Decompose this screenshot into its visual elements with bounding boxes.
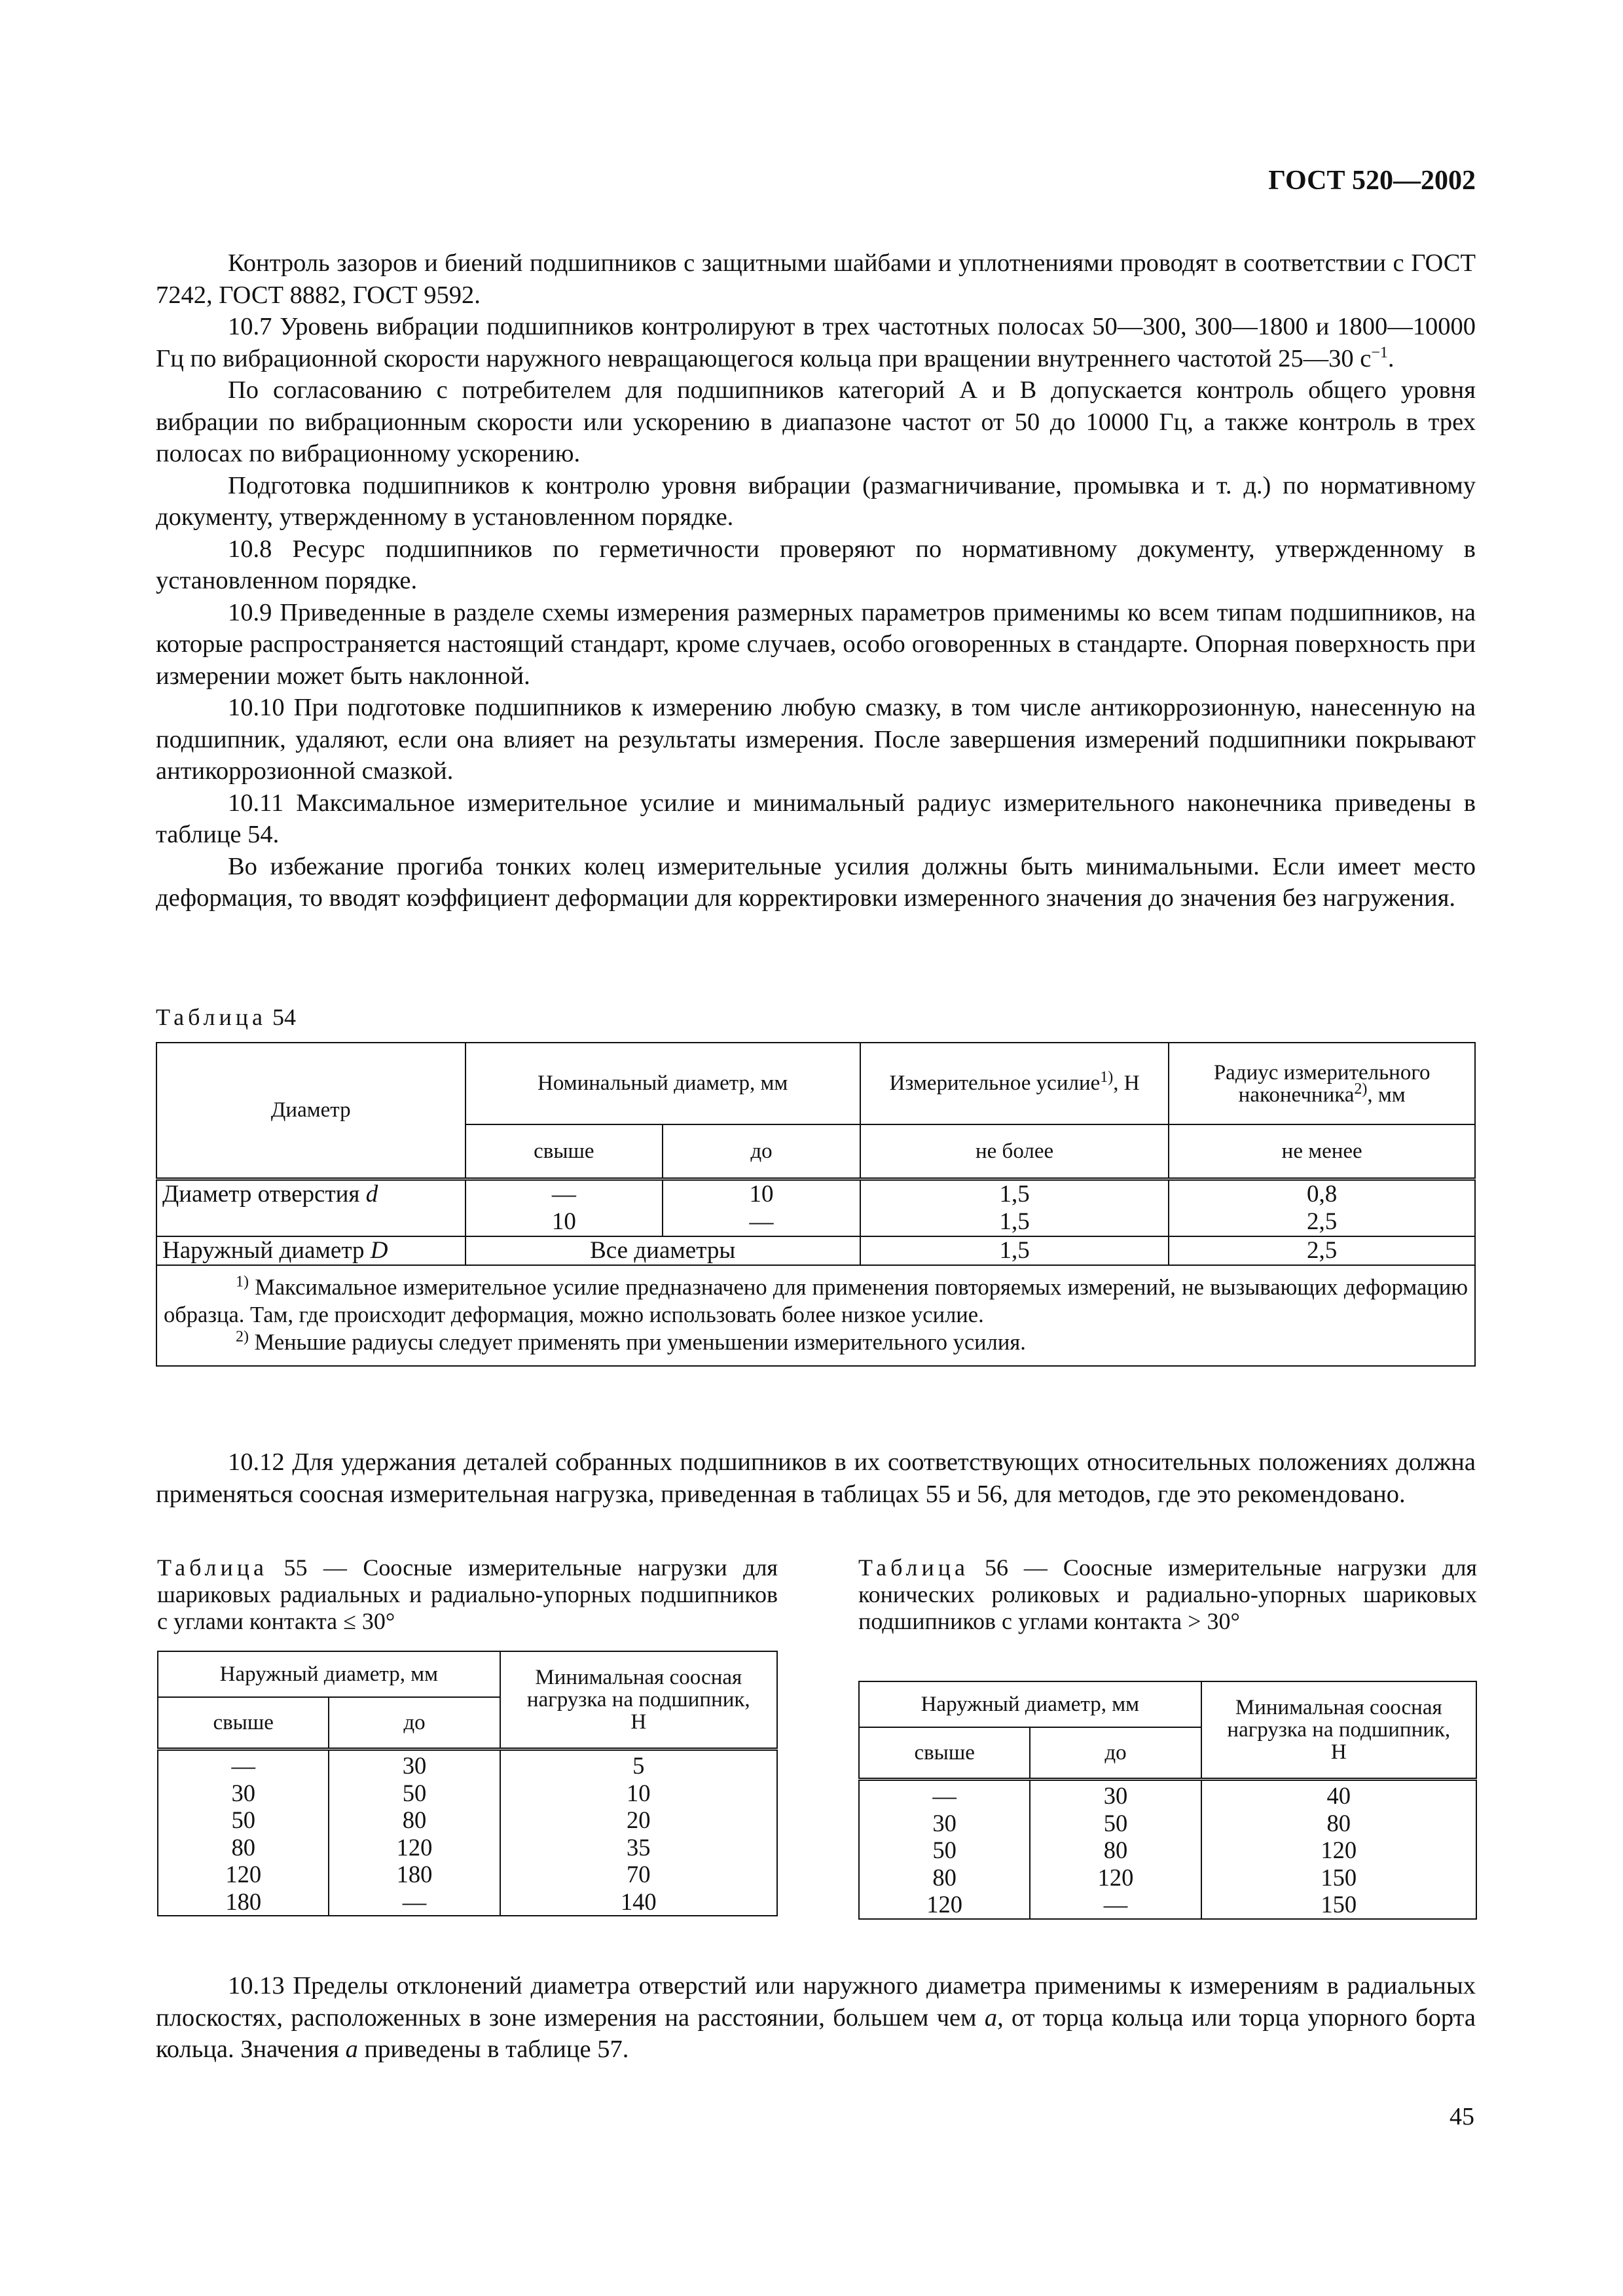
subheader-over: свыше xyxy=(158,1697,329,1749)
paragraph: Контроль зазоров и биений подшипников с защитными шайбами и уплотнениями проводят в соответствии с ГОСТ 7242, ГОСТ 8882, ГОСТ 9592. xyxy=(156,249,1476,309)
cell: — 10 xyxy=(465,1179,663,1237)
subheader-max: не более xyxy=(860,1124,1169,1179)
subheader-to: до xyxy=(1030,1727,1201,1780)
table-54-notes xyxy=(156,1265,1475,1366)
column-to: 30 50 80 120 180 — xyxy=(329,1749,500,1916)
table-55 xyxy=(157,1651,778,1916)
column-to: 30 50 80 120 — xyxy=(1030,1780,1201,1919)
table-54 xyxy=(156,1042,1476,1367)
header-outer-diameter: Наружный диаметр, мм xyxy=(859,1681,1201,1727)
paragraph-10-13: 10.13 Пределы отклонений диаметра отверстий или наружного диаметра применимы к измерениям в радиальных плоскостях, расположенных в зоне измерения на расстоянии, большем чем a, от торца кольца или торца упорного борта кольца. Значения a приведены в таблице 57. xyxy=(156,1972,1476,2063)
table-row xyxy=(158,1749,777,1916)
standard-title: ГОСТ 520—2002 xyxy=(1268,166,1476,196)
page-number: 45 xyxy=(1450,2103,1474,2130)
cell: Все диаметры xyxy=(465,1236,860,1265)
subheader-over: свыше xyxy=(859,1727,1030,1780)
row-bore-label: Диаметр отверстия d xyxy=(156,1179,465,1237)
row-outer-label: Наружный диаметр D xyxy=(156,1236,465,1265)
table-55-caption: Таблица 55 — Соосные измерительные нагрузки для шариковых радиальных и радиально-упорных подшипников с углами контакта ≤ 30° xyxy=(157,1554,778,1634)
table-56-caption: Таблица 56 — Соосные измерительные нагрузки для конических роликовых и радиально-упорных шариковых подшипников с углами контакта > 30° xyxy=(858,1554,1477,1634)
paragraph-10-8: 10.8 Ресурс подшипников по герметичности проверяют по нормативному документу, утвержденному в установленном порядке. xyxy=(156,535,1476,594)
header-outer-diameter: Наружный диаметр, мм xyxy=(158,1651,500,1697)
cell: 10 — xyxy=(663,1179,860,1237)
subheader-over: свыше xyxy=(465,1124,663,1179)
table-row xyxy=(156,1236,1475,1265)
paragraph-10-7: 10.7 Уровень вибрации подшипников контролируют в трех частотных полосах 50—300, 300—1800 и 1800—10000 Гц по вибрационной скорости наружного невращающегося кольца при вращении внутреннего частотой 25—30 $с^{-1}$. xyxy=(156,313,1476,372)
paragraph-10-12: 10.12 Для удержания деталей собранных подшипников в их соответствующих относительных положениях должна применяться соосная измерительная нагрузка, приведенная в таблицах 55 и 56, для методов, где это рекомендовано. xyxy=(156,1448,1476,1508)
paragraph: Во избежание прогиба тонких колец измерительные усилия должны быть минимальными. Если имеет место деформация, то вводят коэффициент деформации для корректировки измеренного значения до значения без нагружения. xyxy=(156,852,1476,912)
cell: 1,5 xyxy=(860,1236,1169,1265)
column-load: 40 80 120 150 150 xyxy=(1201,1780,1476,1919)
header-min-load: Минимальная соосная нагрузка на подшипник, Н xyxy=(1201,1681,1476,1780)
header-radius: Радиус измерительного наконечника$^{2)}$, мм xyxy=(1169,1043,1475,1124)
table-56 xyxy=(858,1681,1477,1920)
cell: 0,8 2,5 xyxy=(1169,1179,1475,1237)
footnote-1: $^{1)}$ Максимальное измерительное усилие предназначено для применения повторяемых измерений, не вызывающих деформацию образца. Там, где происходит деформация, можно использовать более низкое усилие. xyxy=(164,1273,1468,1327)
table-row xyxy=(859,1780,1476,1919)
footnote-2: $^{2)}$ Меньшие радиусы следует применять при уменьшении измерительного усилия. xyxy=(236,1328,1026,1355)
subheader-min: не менее xyxy=(1169,1124,1475,1179)
header-min-load: Минимальная соосная нагрузка на подшипник, Н xyxy=(500,1651,777,1749)
paragraph-10-11: 10.11 Максимальное измерительное усилие и минимальный радиус измерительного наконечника приведены в таблице 54. xyxy=(156,789,1476,848)
paragraph-10-10: 10.10 При подготовке подшипников к измерению любую смазку, в том числе антикоррозионную, нанесенную на подшипник, удаляют, если она влияет на результаты измерения. После завершения измерений подшипники покрывают антикоррозионной смазкой. xyxy=(156,694,1476,785)
body-text xyxy=(156,247,1476,914)
cell: 1,5 1,5 xyxy=(860,1179,1169,1237)
paragraph-10-9: 10.9 Приведенные в разделе схемы измерения размерных параметров применимы ко всем типам подшипников, на которые распространяется настоящий стандарт, кроме случаев, особо оговоренных в стандарте. Опорная поверхность при измерении может быть наклонной. xyxy=(156,598,1476,690)
column-over: — 30 50 80 120 xyxy=(859,1780,1030,1919)
column-load: 5 10 20 35 70 140 xyxy=(500,1749,777,1916)
subheader-to: до xyxy=(329,1697,500,1749)
table-54-caption: Таблица 54 xyxy=(156,1004,296,1030)
table-row xyxy=(156,1179,1475,1237)
paragraph: Подготовка подшипников к контролю уровня вибрации (размагничивание, промывка и т. д.) по нормативному документу, утвержденному в установленном порядке. xyxy=(156,471,1476,531)
header-force: Измерительное усилие$^{1)}$, Н xyxy=(860,1043,1169,1124)
cell: 2,5 xyxy=(1169,1236,1475,1265)
header-diameter: Диаметр xyxy=(156,1043,465,1179)
header-nominal: Номинальный диаметр, мм xyxy=(465,1043,860,1124)
column-over: — 30 50 80 120 180 xyxy=(158,1749,329,1916)
paragraph: По согласованию с потребителем для подшипников категорий А и В допускается контроль общего уровня вибрации по вибрационным скорости или ускорению в диапазоне частот от 50 до 10000 Гц, а также контроль в трех полосах по вибрационному ускорению. xyxy=(156,376,1476,467)
subheader-to: до xyxy=(663,1124,860,1179)
